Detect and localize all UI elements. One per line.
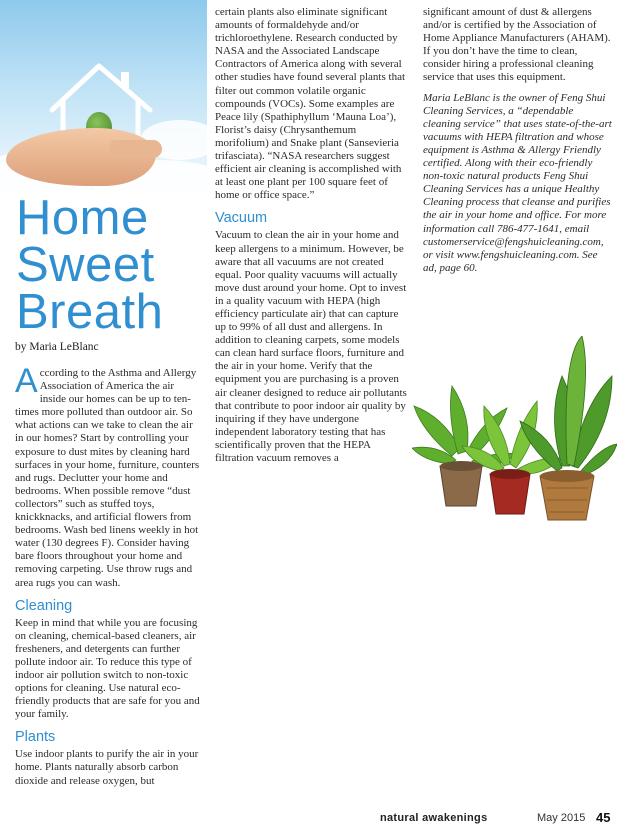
drop-cap: A xyxy=(15,362,38,400)
cleaning-paragraph: Keep in mind that while you are focusing on cleaning, chemical-based cleaners, air fresheners, and detergents can further pollute indoor air. To reduce this type of indoor air pollution switch to non-toxic options for cleaning. Use natural eco-friendly products that are safe for you and your family. xyxy=(15,616,200,721)
heading-cleaning: Cleaning xyxy=(15,597,73,614)
page-number: 45 xyxy=(596,810,611,825)
column-2 xyxy=(215,6,410,472)
plants-continued-paragraph: certain plants also eliminate significant amounts of formaldehyde and/or trichloroethylene. Research conducted by NASA and the Associated Landscape Contractors of America along with several other studies have found several plants that filter out common volatile organic compounds (VOCs). Some examples are Peace lily (Spathiphyllum ‘Mauna Loa’), Florist’s daisy (Chrysanthemum morifolium) and Snake plant (Sansevieria trifasciata). “NASA researchers suggest efficient air cleaning is accomplished with at least one plant per 100 square feet of home or office space.” xyxy=(215,6,406,202)
potted-plants-image xyxy=(412,336,617,526)
vacuum-continued-paragraph: significant amount of dust & allergens and/or is certified by the Association of Home Appliance Manufacturers (AHAM). If you don’t have the time to clean, consider hiring a professional cleaning service that uses this equipment. xyxy=(423,6,611,84)
hero-image xyxy=(0,0,207,190)
column-3 xyxy=(423,6,613,282)
footer-publication: natural awakenings xyxy=(380,812,488,824)
footer-date: May 2015 xyxy=(537,812,586,824)
vacuum-paragraph: Vacuum to clean the air in your home and keep allergens to a minimum. However, be aware that all vacuums are not created equal. Poor quality vacuums will actually move dust around your home. Opt to invest in a quality vacuum with HEPA (high efficiency particulate air) that can capture up to 99% of all dust and allergens. In addition to cleaning carpets, some models can clean hard surface floors, furniture and the air in your home. Verify that the equipment you are purchasing is a proven air cleaner designed to reduce air pollutants that contribute to poor indoor air quality by inquiring if they have undergone independent laboratory testing that has scientifically proven that the HEPA filtration vacuum removes a xyxy=(215,229,407,464)
plants-paragraph: Use indoor plants to purify the air in your home. Plants naturally absorb carbon dioxide and release oxygen, but xyxy=(15,748,199,787)
heading-vacuum: Vacuum xyxy=(215,210,268,227)
title-line-sweet: Sweet xyxy=(16,238,155,292)
column-1 xyxy=(15,362,203,795)
title-line-home: Home xyxy=(16,191,149,245)
title-line-breath: Breath xyxy=(16,285,164,339)
author-bio: Maria LeBlanc is the owner of Feng Shui Cleaning Services, a “dependable cleaning service” that uses state-of-the-art vacuums with HEPA filtration and whose equipment is Asthma & Allergy Friendly certified. Along with their eco-friendly non-toxic natural products Feng Shui Cleaning Services has a unique Healthy Cleaning process that cleanse and purifies the air in your home and office. For more information call 786-477-1641, email customerservice@fengshuicleaning.com, or visit www.fengshuicleaning.com. See ad, page 60. xyxy=(423,91,612,274)
intro-paragraph: According to the Asthma and Allergy Association of America the air inside our homes can be up to ten-times more polluted than outdoor air. So what actions can we take to clean the air in our homes? Start by controlling your exposure to dust mites by cleaning hard surfaces in your home, furniture, counters and rugs. Declutter your home and bedrooms. When possible remove “dust collectors” such as stuffed toys, knickknacks, and artificial flowers from bedrooms. Wash bed linens weekly in hot water (130 degrees F). Consider having bare floors throughout your home and removing carpeting. Use throw rugs and area rugs you can wash. xyxy=(15,362,200,589)
heading-plants: Plants xyxy=(15,729,56,746)
byline: by Maria LeBlanc xyxy=(15,341,99,353)
